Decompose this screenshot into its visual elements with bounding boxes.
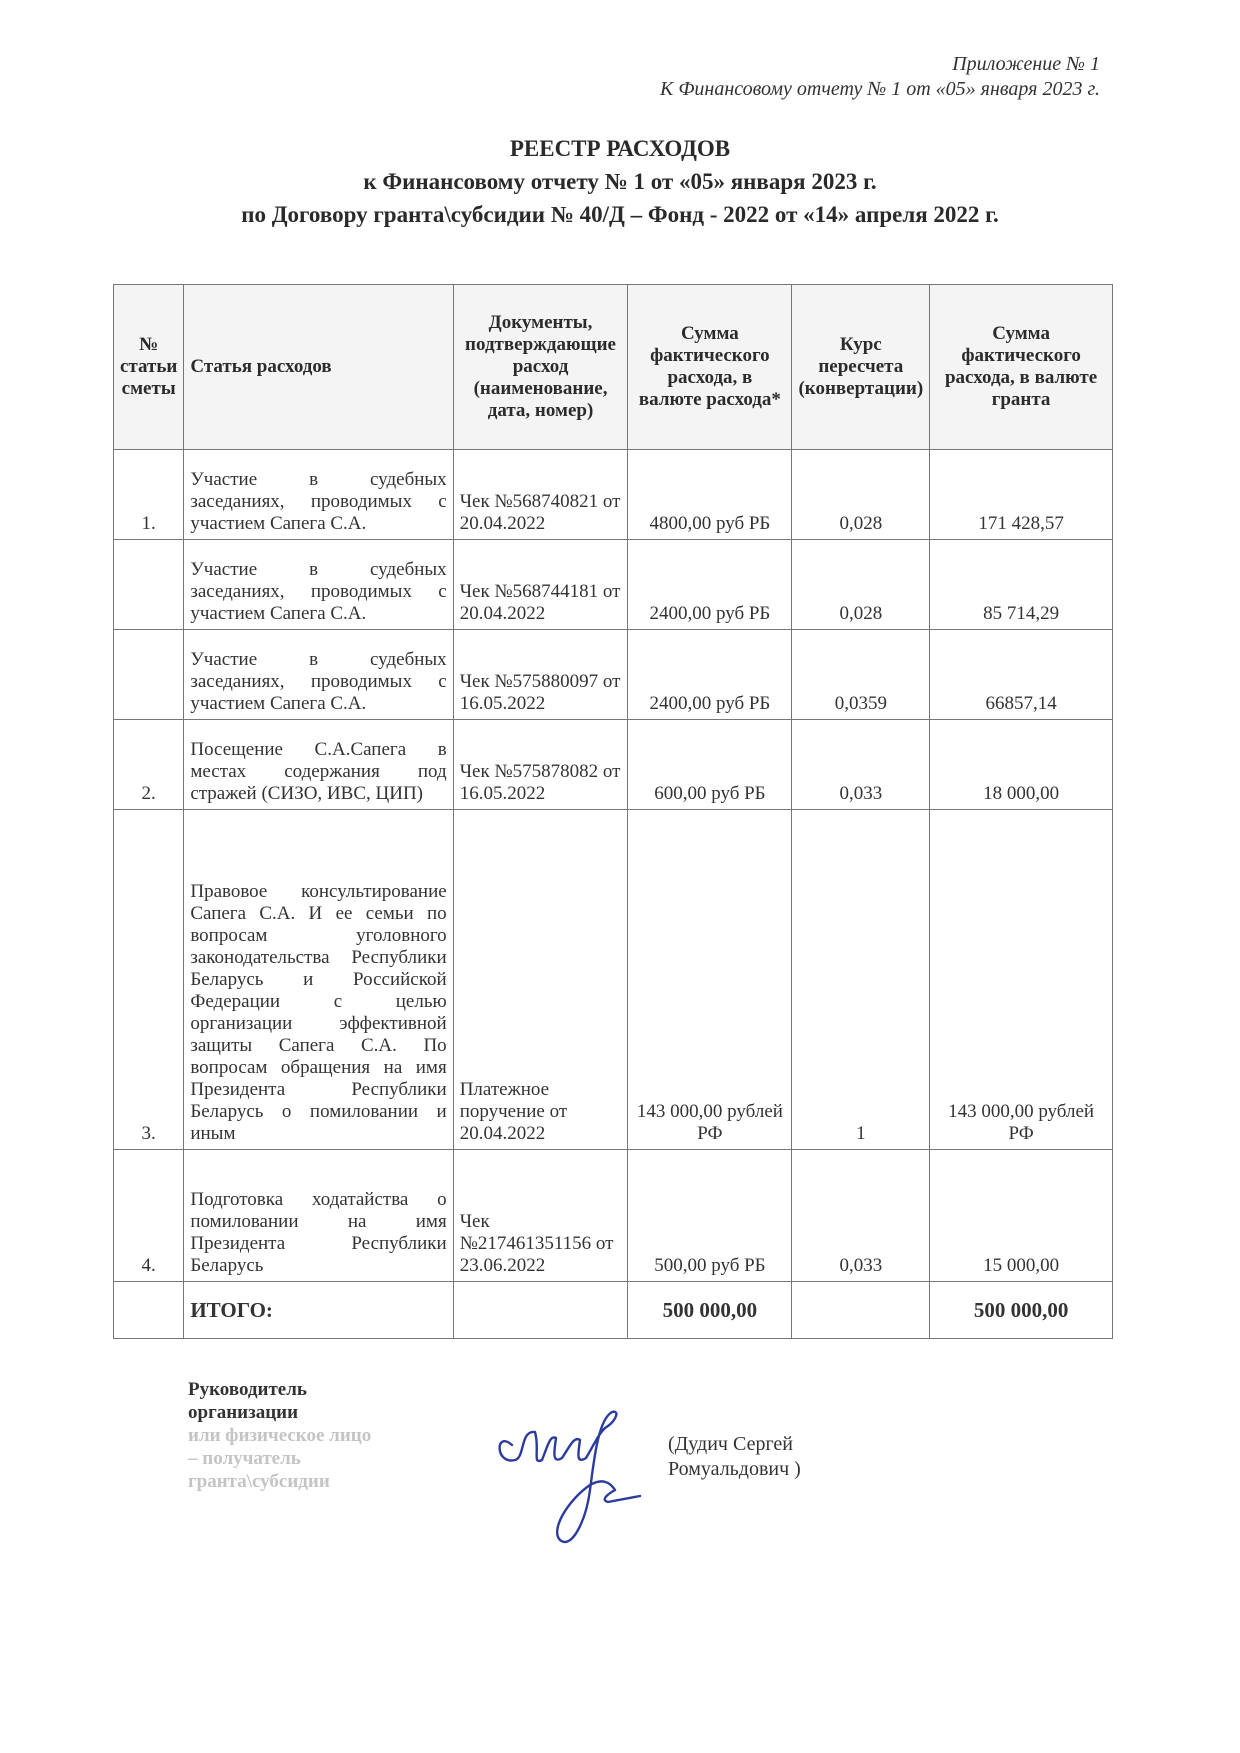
signer-role-line-1: Руководитель — [188, 1379, 307, 1400]
signer-role-line-2-text: организации — [188, 1402, 299, 1423]
row-sum: 2400,00 руб РБ — [628, 630, 792, 720]
total-empty-doc — [453, 1282, 628, 1339]
row-total: 18 000,00 — [930, 720, 1113, 810]
row-sum: 143 000,00 рублей РФ — [628, 810, 792, 1150]
table-row — [114, 540, 1113, 630]
signer-role — [188, 1378, 373, 1493]
row-total: 171 428,57 — [930, 450, 1113, 540]
row-sum: 4800,00 руб РБ — [628, 450, 792, 540]
row-doc: Чек №575878082 от 16.05.2022 — [453, 720, 628, 810]
expense-register-table — [113, 284, 1113, 1339]
handwritten-signature — [490, 1390, 670, 1560]
row-rate: 0,033 — [792, 1150, 930, 1282]
header-sum: Сумма фактического расхода, в валюте расхода* — [628, 285, 792, 450]
header-total: Сумма фактического расхода, в валюте гранта — [930, 285, 1113, 450]
table-row — [114, 1150, 1113, 1282]
row-doc: Чек №568744181 от 20.04.2022 — [453, 540, 628, 630]
total-grant-sum: 500 000,00 — [930, 1282, 1113, 1339]
total-sum: 500 000,00 — [628, 1282, 792, 1339]
row-doc: Платежное поручение от 20.04.2022 — [453, 810, 628, 1150]
appendix-line-1: Приложение № 1 — [952, 53, 1100, 75]
row-sum: 500,00 руб РБ — [628, 1150, 792, 1282]
table-row — [114, 810, 1113, 1150]
row-num: 3. — [114, 810, 184, 1150]
row-item: Участие в судебных заседаниях, проводимых с участием Сапега С.А. — [184, 540, 453, 630]
table-row — [114, 630, 1113, 720]
row-total: 85 714,29 — [930, 540, 1113, 630]
title-sub-1: к Финансовому отчету № 1 от «05» января 2023 г. — [363, 169, 877, 194]
row-doc: Чек №217461351156 от 23.06.2022 — [453, 1150, 628, 1282]
row-rate: 0,0359 — [792, 630, 930, 720]
row-item: Участие в судебных заседаниях, проводимых с участием Сапега С.А. — [184, 630, 453, 720]
row-rate: 0,028 — [792, 540, 930, 630]
row-item: Посещение С.А.Сапега в местах содержания под стражей (СИЗО, ИВС, ЦИП) — [184, 720, 453, 810]
row-item: Правовое консультирование Сапега С.А. И ее семьи по вопросам уголовного законодательства Республики Беларусь и Российской Федерации с целью организации эффективной защиты Сапега С.А. По вопросам обращения на имя Президента Республики Беларусь о помиловании и иным — [184, 810, 453, 1150]
total-empty-num — [114, 1282, 184, 1339]
table-row — [114, 450, 1113, 540]
header-item: Статья расходов — [184, 285, 453, 450]
appendix-note — [660, 52, 1100, 102]
table-total-row — [114, 1282, 1113, 1339]
row-total: 66857,14 — [930, 630, 1113, 720]
row-num: 2. — [114, 720, 184, 810]
row-rate: 1 — [792, 810, 930, 1150]
title-sub-2: по Договору гранта\субсидии № 40/Д – Фонд - 2022 от «14» апреля 2022 г. — [241, 202, 999, 227]
row-num — [114, 630, 184, 720]
signer-name: (Дудич Сергей Ромуальдович ) — [668, 1433, 801, 1480]
row-doc: Чек №568740821 от 20.04.2022 — [453, 450, 628, 540]
row-total: 143 000,00 рублей РФ — [930, 810, 1113, 1150]
header-num: № статьи сметы — [114, 285, 184, 450]
total-label: ИТОГО: — [184, 1282, 453, 1339]
row-doc: Чек №575880097 от 16.05.2022 — [453, 630, 628, 720]
row-sum: 600,00 руб РБ — [628, 720, 792, 810]
row-num: 4. — [114, 1150, 184, 1282]
row-num — [114, 540, 184, 630]
signer-role-line-2 — [188, 1401, 373, 1424]
signature-stroke — [500, 1412, 640, 1542]
appendix-line-2: К Финансовому отчету № 1 от «05» января 2023 г. — [660, 78, 1100, 100]
signer-role-faded: или физическое лицо – получатель гранта\субсидии — [188, 1425, 372, 1492]
document-title — [100, 132, 1140, 231]
header-doc: Документы, подтверждающие расход (наименование, дата, номер) — [453, 285, 628, 450]
row-total: 15 000,00 — [930, 1150, 1113, 1282]
row-sum: 2400,00 руб РБ — [628, 540, 792, 630]
header-rate: Курс пересчета (конвертации) — [792, 285, 930, 450]
table-header-row — [114, 285, 1113, 450]
total-empty-rate — [792, 1282, 930, 1339]
table-row — [114, 720, 1113, 810]
row-rate: 0,033 — [792, 720, 930, 810]
row-rate: 0,028 — [792, 450, 930, 540]
row-num: 1. — [114, 450, 184, 540]
title-main: РЕЕСТР РАСХОДОВ — [509, 136, 731, 161]
row-item: Участие в судебных заседаниях, проводимых с участием Сапега С.А. — [184, 450, 453, 540]
row-item: Подготовка ходатайства о помиловании на имя Президента Республики Беларусь — [184, 1150, 453, 1282]
